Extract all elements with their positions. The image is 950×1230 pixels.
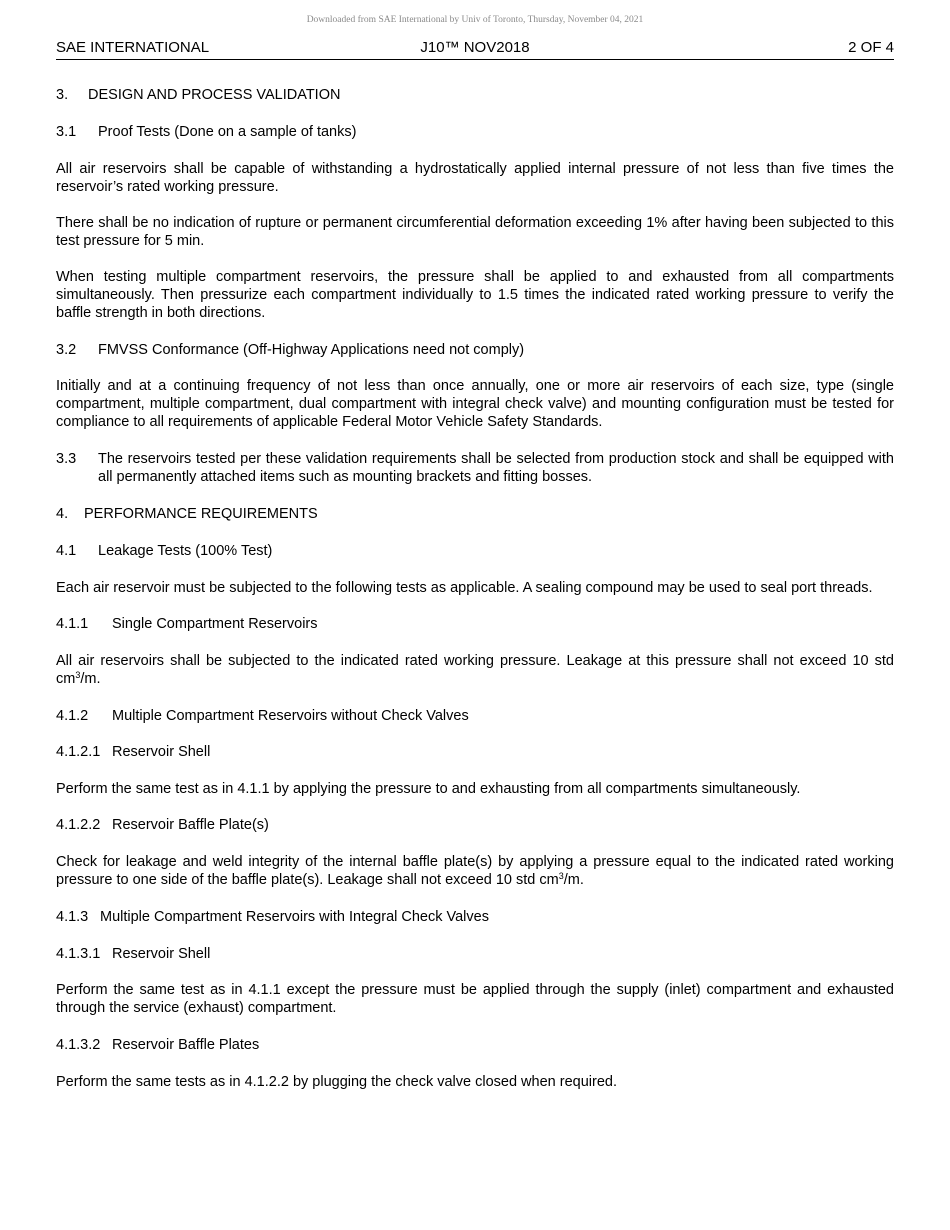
section-number: 4.1.2: [56, 708, 89, 724]
section-title: Reservoir Baffle Plate(s): [112, 817, 269, 833]
section-number: 4.1.3.1: [56, 946, 101, 962]
paragraph-text: All air reservoirs shall be subjected to the indicated rated working pressure. Leakage at this pressure shall not exceed 10 std cm: [56, 653, 894, 687]
section-number: 4.1.2.1: [56, 744, 101, 760]
section-4-1-heading: [56, 542, 894, 560]
paragraph: Perform the same test as in 4.1.1 by applying the pressure to and exhausting from all compartments simultaneously.: [56, 781, 801, 797]
paragraph: Initially and at a continuing frequency of not less than once annually, one or more air reservoirs of each size, type (single compartment, multiple compartment, dual compartment with integral check valve) and mounting configuration must be tested for compliance to all requirements of applicable Federal Motor Vehicle Safety Standards.: [56, 378, 894, 430]
paragraph: Perform the same tests as in 4.1.2.2 by plugging the check valve closed when required.: [56, 1074, 617, 1090]
section-title: Reservoir Baffle Plates: [112, 1037, 260, 1053]
section-4-1-3-2-heading: [56, 1036, 894, 1054]
superscript: 3: [558, 871, 564, 881]
section-3-2-heading: [56, 341, 894, 359]
paragraph: All air reservoirs shall be capable of withstanding a hydrostatically applied internal pressure of not less than five times the reservoir’s rated working pressure.: [56, 161, 894, 195]
header-page-number: 2 OF 4: [848, 39, 894, 56]
document-body: [56, 86, 894, 1091]
section-3-3: [56, 450, 894, 486]
section-3-1-heading: [56, 123, 894, 141]
section-title: FMVSS Conformance (Off-Highway Applications need not comply): [98, 342, 525, 358]
paragraph-text: Check for leakage and weld integrity of the internal baffle plate(s) by applying a pressure equal to the indicated rated working pressure to one side of the baffle plate(s). Leakage shall not exceed 10 std cm: [56, 854, 894, 888]
download-watermark: Downloaded from SAE International by Univ of Toronto, Thursday, November 04, 2021: [306, 15, 644, 25]
section-4-1-2-1-heading: [56, 743, 894, 761]
paragraph: The reservoirs tested per these validation requirements shall be selected from production stock and shall be equipped with all permanently attached items such as mounting brackets and fitting bosses.: [98, 451, 894, 485]
section-number: 3.: [56, 87, 69, 103]
paragraph-text: /m.: [80, 671, 101, 687]
section-number: 4.1: [56, 543, 77, 559]
section-4-1-1-heading: [56, 615, 894, 633]
section-4-1-3-heading: [56, 908, 894, 926]
paragraph: Perform the same test as in 4.1.1 except the pressure must be applied through the supply (inlet) compartment and exhausted through the service (exhaust) compartment.: [56, 982, 894, 1016]
section-title: PERFORMANCE REQUIREMENTS: [84, 506, 318, 522]
header-doc-id: J10™ NOV2018: [420, 39, 530, 56]
paragraph: [56, 853, 894, 889]
section-number: 3.2: [56, 342, 77, 358]
section-number: 3.3: [56, 451, 77, 467]
page-header: [56, 39, 894, 60]
section-number: 4.1.3.2: [56, 1037, 101, 1053]
section-number: 3.1: [56, 124, 77, 140]
paragraph: [56, 652, 894, 688]
section-title: Proof Tests (Done on a sample of tanks): [98, 124, 357, 140]
header-org: SAE INTERNATIONAL: [56, 39, 210, 56]
section-number: 4.1.3: [56, 909, 89, 925]
section-title: Reservoir Shell: [112, 946, 211, 962]
section-title: Leakage Tests (100% Test): [98, 543, 273, 559]
paragraph: There shall be no indication of rupture or permanent circumferential deformation exceeding 1% after having been subjected to this test pressure for 5 min.: [56, 215, 894, 249]
section-4-1-3-1-heading: [56, 945, 894, 963]
section-title: DESIGN AND PROCESS VALIDATION: [88, 87, 341, 103]
section-title: Multiple Compartment Reservoirs with Integral Check Valves: [100, 909, 489, 925]
paragraph: When testing multiple compartment reservoirs, the pressure shall be applied to and exhausted from all compartments simultaneously. Then pressurize each compartment individually to 1.5 times the indicated rated working pressure to verify the baffle strength in both directions.: [56, 269, 894, 321]
section-4-1-2-heading: [56, 707, 894, 725]
section-number: 4.1.1: [56, 616, 89, 632]
section-3-heading: [56, 86, 894, 104]
section-title: Multiple Compartment Reservoirs without Check Valves: [112, 708, 469, 724]
paragraph: Each air reservoir must be subjected to the following tests as applicable. A sealing compound may be used to seal port threads.: [56, 580, 873, 596]
section-4-1-2-2-heading: [56, 816, 894, 834]
section-number: 4.1.2.2: [56, 817, 101, 833]
superscript: 3: [75, 670, 81, 680]
paragraph-text: /m.: [563, 872, 584, 888]
section-number: 4.: [56, 506, 69, 522]
section-title: Reservoir Shell: [112, 744, 211, 760]
section-4-heading: [56, 505, 894, 523]
section-title: Single Compartment Reservoirs: [112, 616, 318, 632]
